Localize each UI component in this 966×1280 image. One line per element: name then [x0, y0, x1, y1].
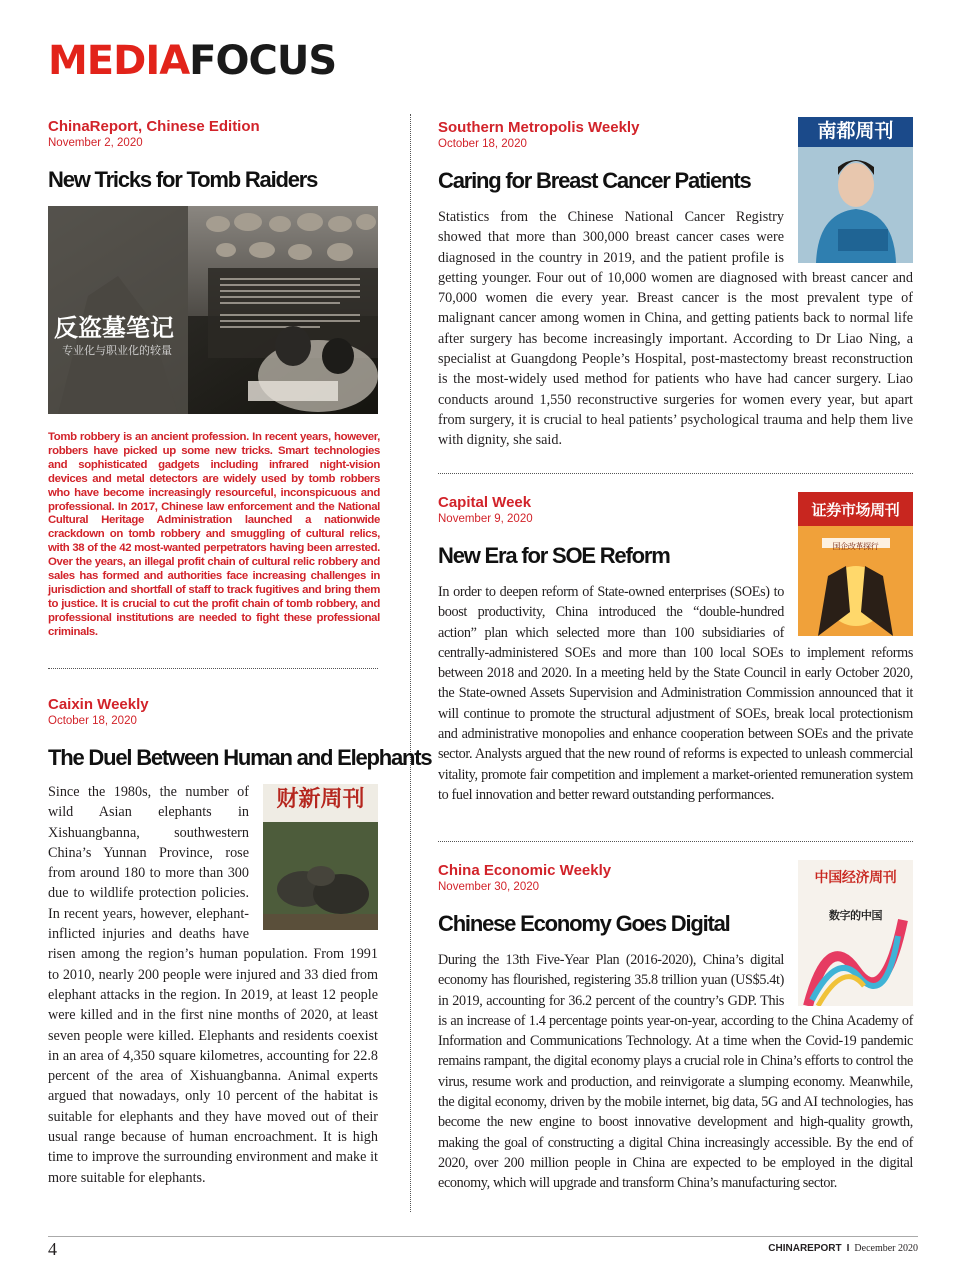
article-headline: Caring for Breast Cancer Patients	[438, 168, 751, 193]
article-digital	[438, 862, 913, 1194]
article-elephants	[48, 696, 432, 1188]
article-body: 证券市场周刊 国企改革探行 In order to deepen reform of State-owned enterprises (SOEs) to boost productivity, China introduced the “double-hundred action” plan which selected more than 100 subsidiaries of centrally-administered SOEs and more than 100 local SOEs to implement reforms between 2018 and 2020. In a meeting held by the State Council in early October 2020, the State-owned Assets Supervision and Administration Commission announced that it will continue to promote the structural adjustment of SOEs, break local protectionism and administrative monopolies and enhance cooperation between SOEs and the private sector. Analysts argued that the new round of reforms is expected to unleash commercial vitality, promote fair competition and implement a market-oriented remuneration system to fuel innovation and better reward outstanding performances.	[438, 582, 913, 805]
section-divider	[438, 473, 913, 474]
caixin-cover-title: 财新周刊	[276, 787, 365, 812]
tomb-photo-subtitle: 专业化与职业化的较量	[62, 344, 172, 357]
publication-date: October 18, 2020	[48, 715, 137, 727]
china-economic-cover	[798, 860, 913, 1006]
capital-week-cover	[798, 492, 913, 636]
china-economic-cover-title: 中国经济周刊	[814, 870, 897, 886]
southern-cover	[798, 117, 913, 263]
tomb-lead-text: Tomb robbery is an ancient profession. In recent years, however, robbers have picked up some new tricks. Smart technologies and sophisticated gadgets including infrared night-vision devices and metal detectors are widely used by tomb robbers who have become increasingly resourceful, inconspicuous and professional. In 2017, Chinese law enforcement and the National Cultural Heritage Administration launched a nationwide crackdown on tomb robbery and smuggling of cultural relics, with 38 of the 42 most-wanted perpetrators having been arrested. Over the years, an illegal profit chain of cultural relic robbery and sales has formed and authorities face increasing challenges in jurisdiction and shortfall of staff to track fugitives and bring them to justice. It is crucial to cut the profit chain of tomb robbery, and professional institutions are needed to fight these professional criminals.	[48, 431, 380, 638]
publication-name: China Economic Weekly	[438, 862, 612, 879]
publication-date: November 9, 2020	[438, 513, 533, 525]
article-headline: New Tricks for Tomb Raiders	[48, 167, 318, 192]
publication-name: Southern Metropolis Weekly	[438, 119, 640, 136]
capital-week-cover-sub: 国企改革探行	[832, 542, 879, 551]
publication-name: Capital Week	[438, 494, 532, 511]
publication-date: November 30, 2020	[438, 881, 540, 893]
publication-name: ChinaReport, Chinese Edition	[48, 118, 260, 135]
section-divider	[438, 841, 913, 842]
column-divider	[410, 114, 411, 1212]
capital-week-cover-title: 证券市场周刊	[811, 501, 900, 519]
tomb-photo	[48, 206, 378, 414]
china-economic-cover-sub: 数字的中国	[828, 909, 883, 922]
footer-issue: CHINAREPORT I December 2020	[768, 1243, 918, 1254]
publication-name: Caixin Weekly	[48, 696, 149, 713]
article-cancer	[438, 119, 913, 451]
publication-date: November 2, 2020	[48, 137, 143, 149]
article-body: 中国经济周刊 数字的中国 During the 13th Five-Year Plan (2016-2020), China’s digital economy has flourished, registering 35.8 trillion yuan (US$5.4t) in 2019, accounting for 36.2 percent of the country’s GDP. This is an increase of 1.4 percentage points year-on-year, according to the China Academy of Information and Communications Technology. At a time when the Covid-19 pandemic remains rampant, the digital economy plays a crucial role in China’s efforts to control the virus, resume work and production, and reinvigorate a slumping economy. Meanwhile, the digital economy, driven by the mobile internet, big data, 5G and AI technologies, has become the new engine to boost innovative development and high-quality growth, making the goal of constructing a digital China increasingly accessible. By the end of 2020, over 200 million people in China are expected to be employed in the digital economy, which will upgrade and transform China’s manufacturing sector.	[438, 950, 913, 1194]
article-soe	[438, 494, 913, 805]
article-headline: New Era for SOE Reform	[438, 543, 670, 568]
caixin-cover	[263, 784, 378, 930]
section-divider	[48, 668, 378, 669]
article-tomb	[48, 118, 380, 640]
page-number: 4	[48, 1239, 57, 1259]
tomb-photo-title: 反盗墓笔记	[54, 314, 174, 342]
masthead-logo: MEDIAFOCUS	[48, 38, 337, 84]
article-body: 财新周刊 Since the 1980s, the number of wild Asian elephants in Xishuangbanna, southwestern China’s Yunnan Province, rose from around 180 to more than 300 due to wildlife protection policies. In recent years, however, elephant-inflicted injuries and deaths have risen among the region’s human population. From 1991 to 2010, nearly 200 people were injured and 33 died from elephant attacks in the region. In 2019, at least 12 people were killed and in the first nine months of 2020, at least seven people were killed. Elephants and residents coexist in an area of 4,350 square kilometres, accounting for 22.8 percent of the area of Xishuangbanna. Animal experts argued that nowadays, only 10 percent of the habitat is suitable for elephants and they have moved out of their usual range because of human encroachment. It is high time to improve the surrounding environment and make it more suitable for elephants.	[48, 784, 378, 1186]
publication-date: October 18, 2020	[438, 138, 527, 150]
article-headline: The Duel Between Human and Elephants	[48, 745, 432, 770]
southern-cover-title: 南都周刊	[817, 120, 894, 142]
footer-rule	[48, 1236, 918, 1237]
article-body: 南都周刊 Statistics from the Chinese National Cancer Registry showed that more than 300,000 breast cancer cases were diagnosed in the country in 2019, and the patient profile is getting younger. Four out of 10,000 women are diagnosed with breast cancer and 70,000 women die every year. Breast cancer is the most prevalent type of malignant cancer among women in China, and getting patients back to normal life after surgery has become increasingly important. According to Dr Liao Ning, a specialist at Guangdong People’s Hospital, post-mastectomy breast reconstruction is the most-widely used method for patients who have had cancer surgery. Liao conducts around 1,550 reconstructive surgeries for women every year, but apart from surgery, it is crucial to heal patients’ psychological trauma and help them live with dignity, she said.	[438, 207, 913, 451]
article-headline: Chinese Economy Goes Digital	[438, 911, 730, 936]
